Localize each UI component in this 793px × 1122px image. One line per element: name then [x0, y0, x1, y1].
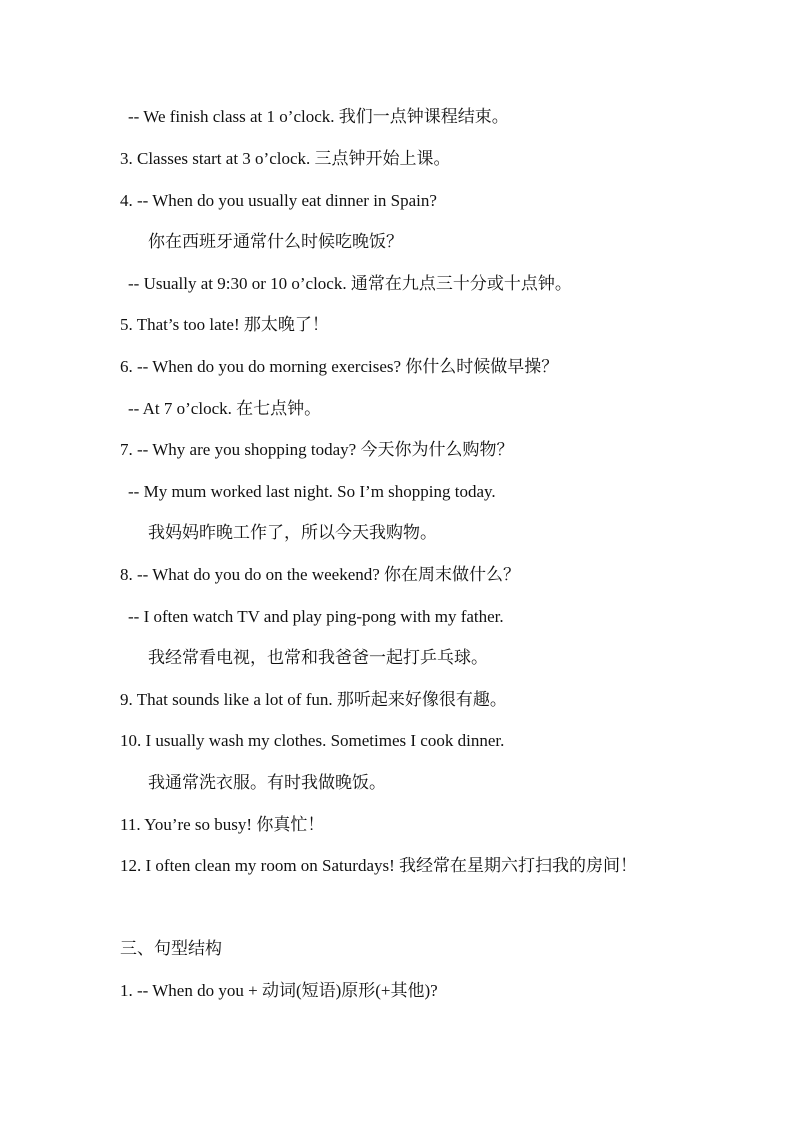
sentence-5: 5. That’s too late! 那太晚了！ — [120, 315, 329, 334]
sentence-10: 10. I usually wash my clothes. Sometimes I cook dinner. — [120, 731, 505, 750]
sentence-4-answer: -- Usually at 9:30 or 10 o’clock. 通常在九点三十分或十点钟。 — [128, 274, 572, 293]
sentence-3: 3. Classes start at 3 o’clock. 三点钟开始上课。 — [120, 149, 451, 168]
section-heading: 三、句型结构 — [120, 939, 222, 959]
sentence-11: 11. You’re so busy! 你真忙！ — [120, 815, 325, 834]
sentence-7-question: 7. -- Why are you shopping today? 今天你为什么购物？ — [120, 440, 514, 459]
sentence-8-question: 8. -- What do you do on the weekend? 你在周末做什么？ — [120, 565, 521, 584]
sentence-8-answer: -- I often watch TV and play ping-pong with my father. — [128, 607, 504, 626]
sentence-6-answer: -- At 7 o’clock. 在七点钟。 — [128, 399, 322, 418]
sentence-6-question: 6. -- When do you do morning exercises? 你什么时候做早操？ — [120, 357, 559, 376]
sentence-9: 9. That sounds like a lot of fun. 那听起来好像很有趣。 — [120, 690, 507, 709]
sentence-pattern-1: 1. -- When do you + 动词(短语)原形(+其他)? — [120, 981, 438, 1000]
sentence-7-answer: -- My mum worked last night. So I’m shopping today. — [128, 482, 496, 501]
sentence-4-question: 4. -- When do you usually eat dinner in Spain? — [120, 191, 437, 210]
sentence-10-translation: 我通常洗衣服。有时我做晚饭。 — [148, 773, 386, 792]
sentence-4-translation: 你在西班牙通常什么时候吃晚饭？ — [148, 232, 403, 251]
sentence-7-translation: 我妈妈昨晚工作了，所以今天我购物。 — [148, 523, 437, 542]
dialogue-line-finish-class: -- We finish class at 1 o’clock. 我们一点钟课程结束。 — [128, 107, 509, 126]
sentence-12: 12. I often clean my room on Saturdays! 我经常在星期六打扫我的房间！ — [120, 856, 638, 875]
sentence-8-translation: 我经常看电视，也常和我爸爸一起打乒乓球。 — [148, 648, 488, 667]
